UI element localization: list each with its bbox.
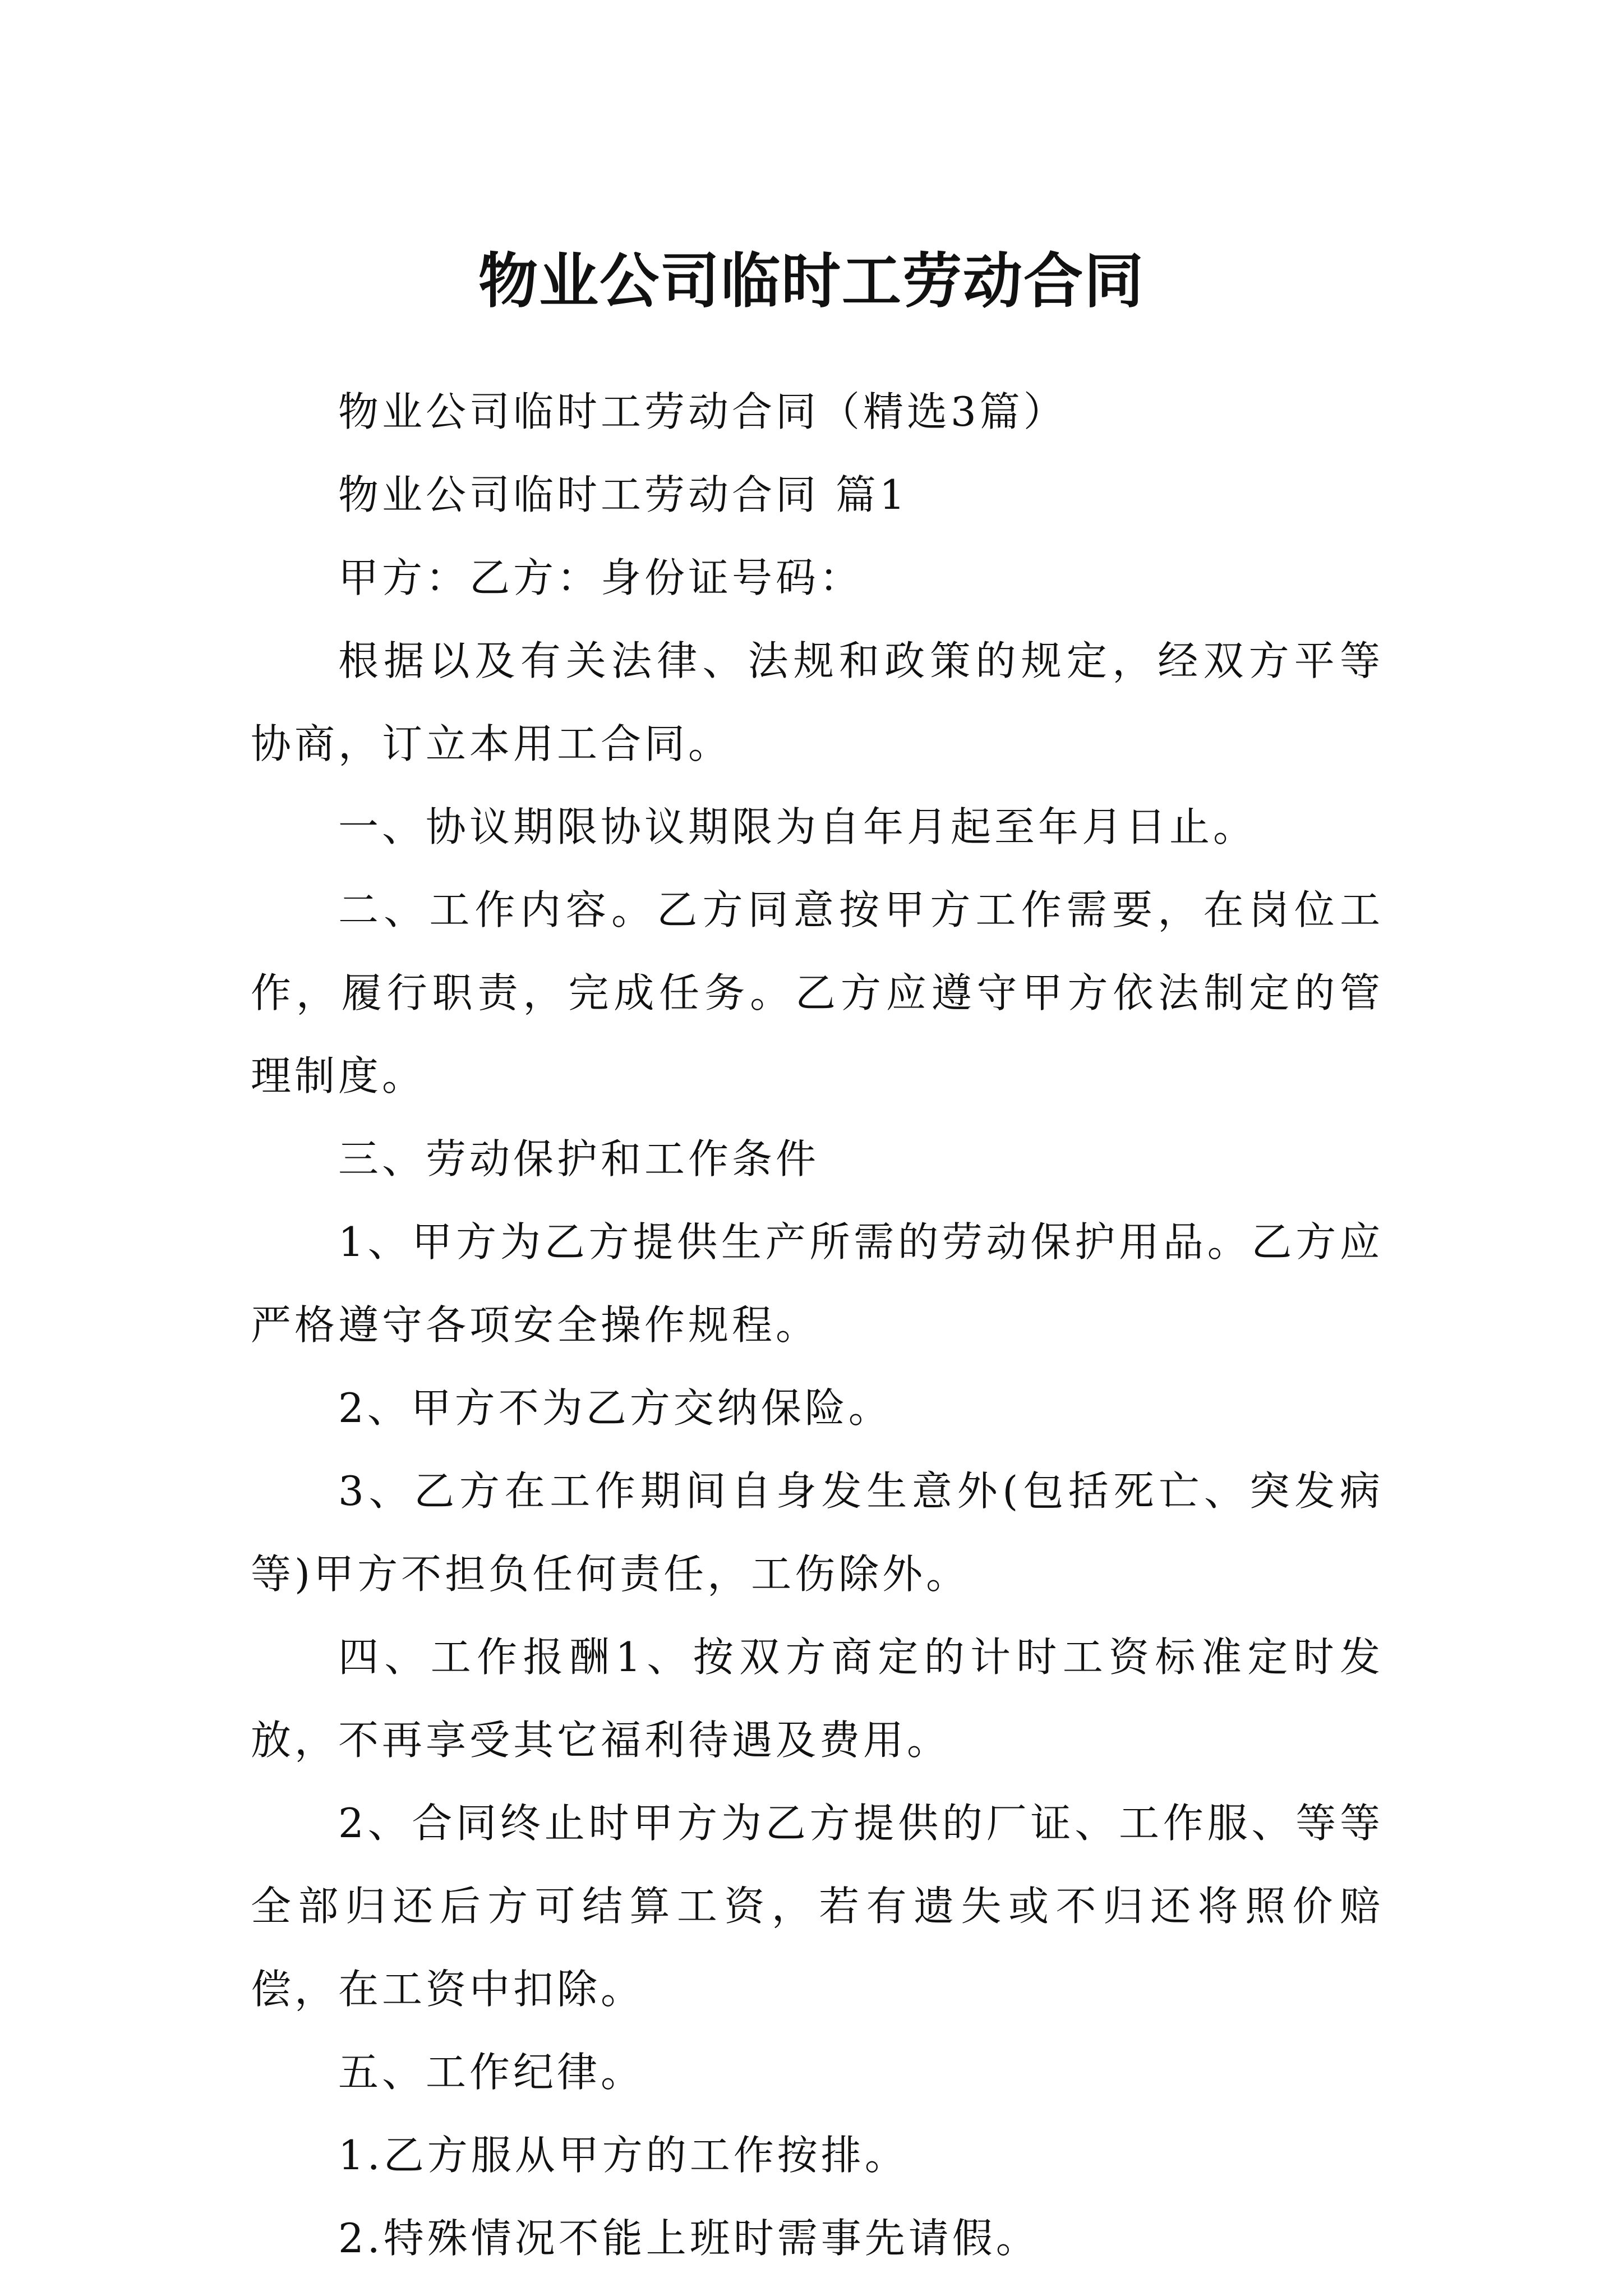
paragraph-work-content: 二、工作内容。乙方同意按甲方工作需要，在岗位工作，履行职责，完成任务。乙方应遵守甲方依法制定的管理制度。 xyxy=(251,886,1384,1099)
paragraph-subtitle: 物业公司临时工劳动合同（精选3篇） xyxy=(338,388,1067,435)
paragraph-pay-2: 2、合同终止时甲方为乙方提供的厂证、工作服、等等全部归还后方可结算工资，若有遗失或不归还将照价赔偿，在工资中扣除。 xyxy=(251,1800,1384,2013)
paragraph-protection-1: 1、甲方为乙方提供生产所需的劳动保护用品。乙方应严格遵守各项安全操作规程。 xyxy=(251,1218,1384,1349)
paragraph-protection-3: 3、乙方在工作期间自身发生意外(包括死亡、突发病等)甲方不担负任何责任，工伤除外。 xyxy=(251,1467,1384,1598)
paragraph-preamble: 根据以及有关法律、法规和政策的规定，经双方平等协商，订立本用工合同。 xyxy=(251,637,1384,767)
document-body xyxy=(251,370,1384,2280)
paragraph-protection-2: 2、甲方不为乙方交纳保险。 xyxy=(338,1384,892,1432)
paragraph-section-heading: 物业公司临时工劳动合同 篇1 xyxy=(338,471,909,518)
paragraph-discipline-heading: 五、工作纪律。 xyxy=(338,2049,645,2096)
paragraph-parties: 甲方：乙方：身份证号码： xyxy=(338,554,864,601)
paragraph-pay-1: 四、工作报酬1、按双方商定的计时工资标准定时发放，不再享受其它福利待遇及费用。 xyxy=(251,1634,1384,1764)
paragraph-discipline-1: 1.乙方服从甲方的工作按排。 xyxy=(338,2132,909,2179)
paragraph-protection-heading: 三、劳动保护和工作条件 xyxy=(338,1135,820,1182)
document-title: 物业公司临时工劳动合同 xyxy=(478,246,1145,316)
paragraph-term: 一、协议期限协议期限为自年月起至年月日止。 xyxy=(338,803,1257,850)
paragraph-discipline-2: 2.特殊情况不能上班时需事先请假。 xyxy=(338,2215,1040,2262)
